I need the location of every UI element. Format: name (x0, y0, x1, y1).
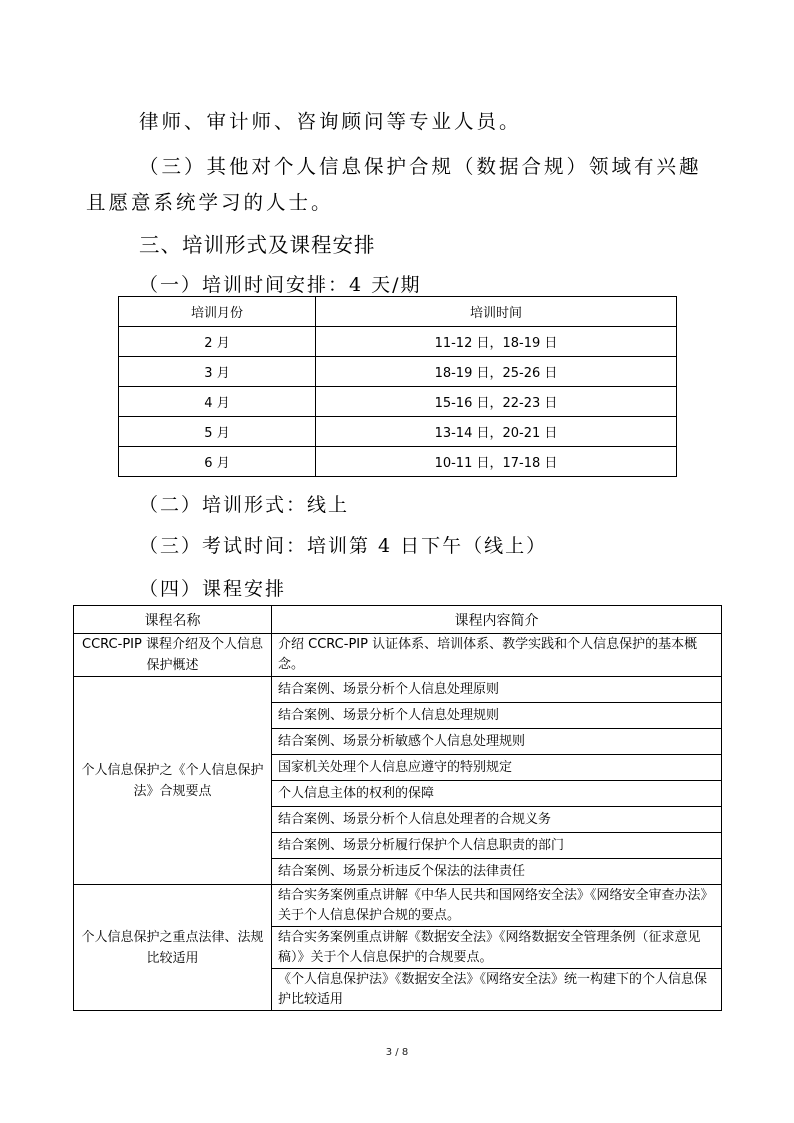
schedule-header-month: 培训月份 (119, 297, 316, 327)
section-heading: 三、培训形式及课程安排 (139, 233, 376, 257)
schedule-header-row (119, 297, 677, 327)
course-desc: 结合案例、场景分析个人信息处理者的合规义务 (272, 807, 722, 833)
course-name: 个人信息保护之重点法律、法规比较适用 (74, 885, 272, 1011)
schedule-time: 15-16 日，22-23 日 (316, 387, 677, 417)
schedule-time: 13-14 日，20-21 日 (316, 417, 677, 447)
intro-line-3: 且愿意系统学习的人士。 (86, 191, 334, 214)
schedule-month: 4 月 (119, 387, 316, 417)
course-header-row (74, 606, 722, 634)
course-desc: 结合实务案例重点讲解《数据安全法》《网络数据安全管理条例（征求意见稿）》关于个人信息保护的合规要点。 (272, 927, 722, 969)
table-row (119, 387, 677, 417)
table-row (119, 327, 677, 357)
course-desc: 国家机关处理个人信息应遵守的特别规定 (272, 755, 722, 781)
table-row (119, 357, 677, 387)
schedule-header-time: 培训时间 (316, 297, 677, 327)
course-desc: 个人信息主体的权利的保障 (272, 781, 722, 807)
course-table (73, 605, 722, 1011)
course-header-name: 课程名称 (74, 606, 272, 634)
schedule-month: 6 月 (119, 447, 316, 477)
schedule-time: 18-19 日，25-26 日 (316, 357, 677, 387)
course-desc: 结合实务案例重点讲解《中华人民共和国网络安全法》《网络安全审查办法》关于个人信息保护合规的要点。 (272, 885, 722, 927)
subheading-exam: （三）考试时间：培训第 4 日下午（线上） (139, 535, 548, 557)
schedule-month: 3 月 (119, 357, 316, 387)
course-desc: 结合案例、场景分析敏感个人信息处理规则 (272, 729, 722, 755)
subheading-courses: （四）课程安排 (139, 578, 287, 600)
schedule-table (118, 296, 677, 477)
schedule-time: 11-12 日，18-19 日 (316, 327, 677, 357)
table-row (74, 634, 722, 677)
course-desc: 结合案例、场景分析违反个保法的法律责任 (272, 859, 722, 885)
table-row (74, 677, 722, 703)
intro-line-2: （三）其他对个人信息保护合规（数据合规）领域有兴趣 (139, 155, 702, 178)
page-number: 3 / 8 (385, 1047, 409, 1058)
course-desc: 结合案例、场景分析个人信息处理规则 (272, 703, 722, 729)
schedule-month: 5 月 (119, 417, 316, 447)
course-desc: 介绍 CCRC-PIP 认证体系、培训体系、教学实践和个人信息保护的基本概念。 (272, 634, 722, 677)
course-desc: 《个人信息保护法》《数据安全法》《网络安全法》统一构建下的个人信息保护比较适用 (272, 969, 722, 1011)
table-row (74, 885, 722, 927)
course-name: 个人信息保护之《个人信息保护法》合规要点 (74, 677, 272, 885)
schedule-month: 2 月 (119, 327, 316, 357)
intro-line-1: 律师、审计师、咨询顾问等专业人员。 (139, 110, 522, 133)
table-row (119, 447, 677, 477)
course-desc: 结合案例、场景分析履行保护个人信息职责的部门 (272, 833, 722, 859)
course-header-desc: 课程内容简介 (272, 606, 722, 634)
schedule-time: 10-11 日，17-18 日 (316, 447, 677, 477)
subheading-schedule: （一）培训时间安排：4 天/期 (139, 274, 422, 296)
course-name: CCRC-PIP 课程介绍及个人信息保护概述 (74, 634, 272, 677)
course-desc: 结合案例、场景分析个人信息处理原则 (272, 677, 722, 703)
subheading-format: （二）培训形式：线上 (139, 494, 350, 516)
table-row (119, 417, 677, 447)
